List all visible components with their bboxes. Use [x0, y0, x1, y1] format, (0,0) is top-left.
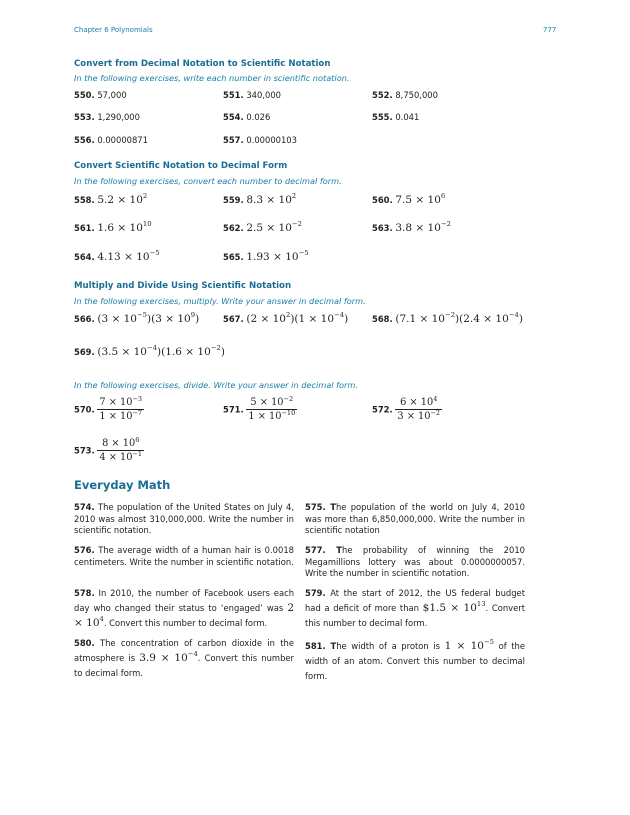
- section-instruction-divide: In the following exercises, divide. Write your answer in decimal form.: [74, 380, 358, 390]
- exercise-567: 567. $(2 \times 10^2)(1 \times 10^{-4})$: [223, 311, 349, 325]
- section-title-multiply-divide: Multiply and Divide Using Scientific Notation: [74, 281, 292, 291]
- exercise-552: 552. 8,750,000: [372, 90, 438, 100]
- exercise-578: 578. In 2010, the number of Facebook users each day who changed their status to ‘engaged’ was $2 \times 10^4$. Convert this number to decimal form.: [74, 588, 294, 629]
- exercise-571: 571. $\frac{5 \times 10^{-2}}{1 \times 10^{-10}}$: [223, 395, 296, 423]
- exercise-564: 564. $4.13 \times 10^{-5}$: [74, 249, 160, 263]
- exercise-553: 553. 1,290,000: [74, 112, 140, 122]
- section-instruction: In the following exercises, convert each number to decimal form.: [74, 176, 342, 186]
- exercise-577: 577. The probability of winning the 2010 Megamillions lottery was about 0.0000000057. Write the number in scientific notation.: [305, 545, 525, 579]
- exercise-561: 561. $1.6 \times 10^{10}$: [74, 220, 152, 234]
- exercise-565: 565. $1.93 \times 10^{-5}$: [223, 249, 309, 263]
- section-title-decimal-to-scientific: Convert from Decimal Notation to Scientific Notation: [74, 59, 331, 69]
- exercise-551: 551. 340,000: [223, 90, 281, 100]
- exercise-559: 559. $8.3 \times 10^2$: [223, 192, 297, 206]
- chapter-header: Chapter 6 Polynomials: [74, 26, 153, 34]
- page-number: 777: [543, 26, 557, 34]
- section-instruction: In the following exercises, write each number in scientific notation.: [74, 73, 350, 83]
- exercise-581: 581. The width of a proton is $1 \times 10^{-5}$ of the width of an atom. Convert this number to decimal form.: [305, 638, 525, 681]
- exercise-566: 566. $(3 \times 10^{-5})(3 \times 10^9)$: [74, 311, 200, 325]
- exercise-556: 556. 0.00000871: [74, 135, 148, 145]
- exercise-560: 560. $7.5 \times 10^6$: [372, 192, 446, 206]
- exercise-554: 554. 0.026: [223, 112, 271, 122]
- exercise-573: 573. $\frac{8 \times 10^6}{4 \times 10^{-1}}$: [74, 436, 143, 464]
- exercise-563: 563. $3.8 \times 10^{-2}$: [372, 220, 451, 234]
- section-title-scientific-to-decimal: Convert Scientific Notation to Decimal Form: [74, 161, 288, 171]
- exercise-580: 580. The concentration of carbon dioxide in the atmosphere is $3.9 \times 10^{-4}$. Convert this number to decimal form.: [74, 638, 294, 678]
- exercise-557: 557. 0.00000103: [223, 135, 297, 145]
- exercise-555: 555. 0.041: [372, 112, 420, 122]
- exercise-570: 570. $\frac{7 \times 10^{-3}}{1 \times 10^{-7}}$: [74, 395, 143, 423]
- exercise-558: 558. $5.2 \times 10^2$: [74, 192, 148, 206]
- section-instruction-multiply: In the following exercises, multiply. Write your answer in decimal form.: [74, 296, 366, 306]
- exercise-572: 572. $\frac{6 \times 10^4}{3 \times 10^{-2}}$: [372, 395, 441, 423]
- exercise-576: 576. The average width of a human hair is 0.0018 centimeters. Write the number in scientific notation.: [74, 545, 294, 567]
- exercise-568: 568. $(7.1 \times 10^{-2})(2.4 \times 10^{-4})$: [372, 311, 523, 325]
- exercise-579: 579. At the start of 2012, the US federal budget had a deficit of more than $1.5 × $10^{13}$. Convert this number to decimal form.: [305, 588, 525, 628]
- exercise-574: 574. The population of the United States on July 4, 2010 was almost 310,000,000. Write the number in scientific notation.: [74, 502, 294, 536]
- exercise-550: 550. 57,000: [74, 90, 127, 100]
- exercise-569: 569. $(3.5 \times 10^{-4})(1.6 \times 10^{-2})$: [74, 344, 225, 358]
- exercise-562: 562. $2.5 \times 10^{-2}$: [223, 220, 302, 234]
- exercise-575: 575. The population of the world on July 4, 2010 was more than 6,850,000,000. Write the number in scientific notation: [305, 502, 526, 536]
- everyday-math-heading: Everyday Math: [74, 478, 171, 492]
